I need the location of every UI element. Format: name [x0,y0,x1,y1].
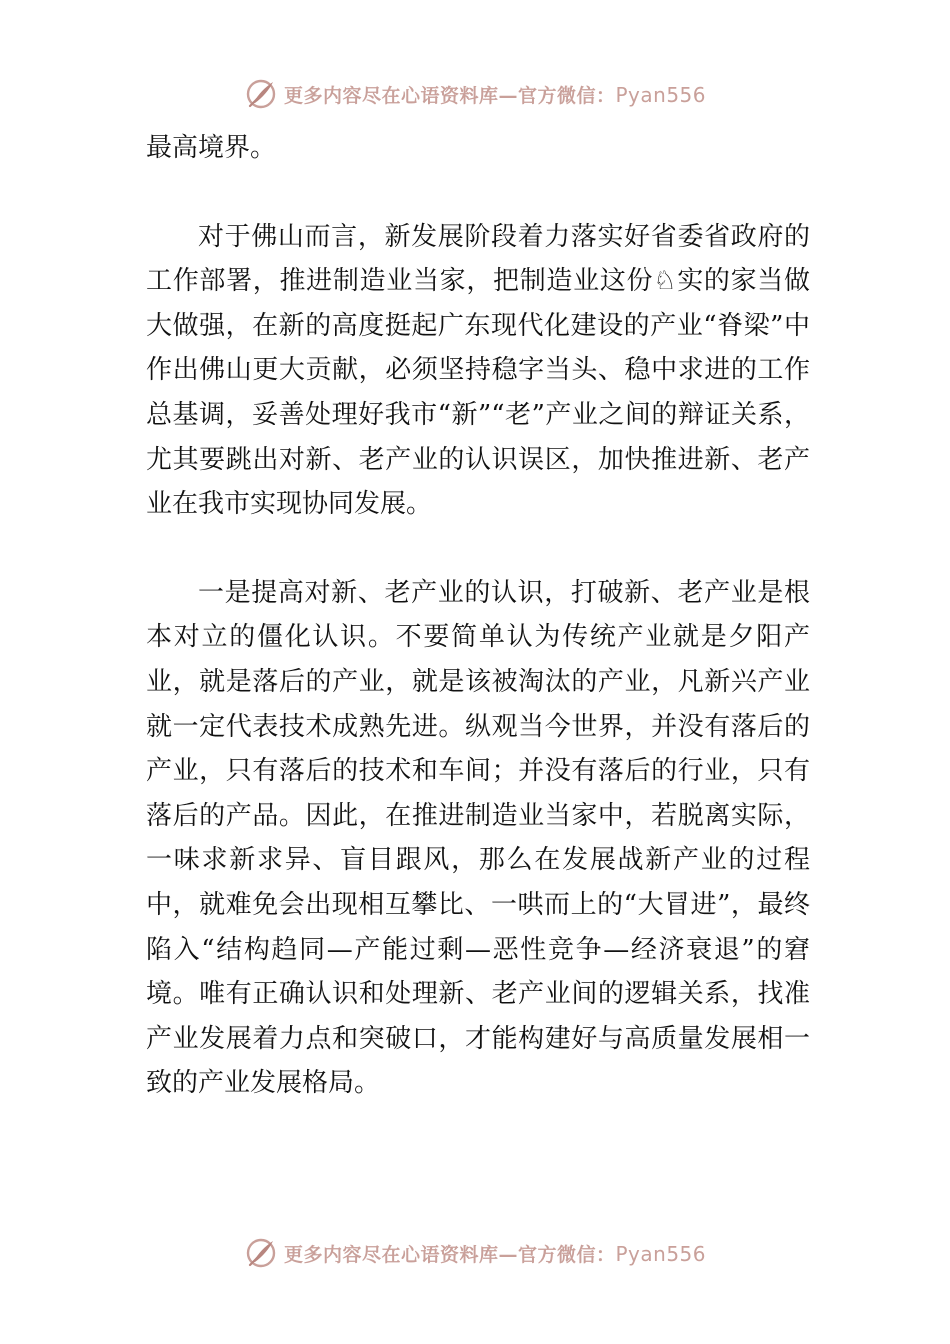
paragraph-point-one: 一是提高对新、老产业的认识，打破新、老产业是根本对立的僵化认识。不要简单认为传统产业就是夕阳产业，就是落后的产业，就是该被淘汰的产业，凡新兴产业就一定代表技术成熟先进。纵观当今世界，并没有落后的产业，只有落后的技术和车间；并没有落后的行业，只有落后的产品。因此，在推进制造业当家中，若脱离实际，一味求新求异、盲目跟风，那么在发展战新产业的过程中，就难免会出现相互攀比、一哄而上的“大冒进”，最终陷入“结构趋同—产能过剩—恶性竞争—经济衰退”的窘境。唯有正确认识和处理新、老产业间的逻辑关系，找准产业发展着力点和突破口，才能构建好与高质量发展相一致的产业发展格局。 [146,577,810,1099]
watermark-text [284,81,706,108]
watermark-wechat-id: Pyan556 [615,82,707,107]
paragraph-spacer [146,527,810,571]
watermark-text [284,1240,706,1267]
watermark-site-label: 更多内容尽在心语资料库—官方微信： [283,84,616,107]
paragraph-foshan-overview: 对于佛山而言，新发展阶段着力落实好省委省政府的工作部署，推进制造业当家，把制造业这份♘实的家当做大做强，在新的高度挺起广东现代化建设的产业“脊梁”中作出佛山更大贡献，必须坚持稳字当头、稳中求进的工作总基调，妥善处理好我市“新”“老”产业之间的辩证关系，尤其要跳出对新、老产业的认识误区，加快推进新、老产业在我市实现协同发展。 [146,221,810,520]
paragraph-spacer [146,171,810,215]
quill-logo-icon [244,77,278,111]
quill-logo-icon [244,1236,278,1270]
header-watermark-banner [0,74,950,114]
document-body [146,126,810,1106]
footer-watermark-banner [0,1233,950,1273]
paragraph-continuation: 最高境界。 [146,133,277,163]
watermark-wechat-id: Pyan556 [615,1241,707,1266]
watermark-site-label: 更多内容尽在心语资料库—官方微信： [283,1243,616,1266]
